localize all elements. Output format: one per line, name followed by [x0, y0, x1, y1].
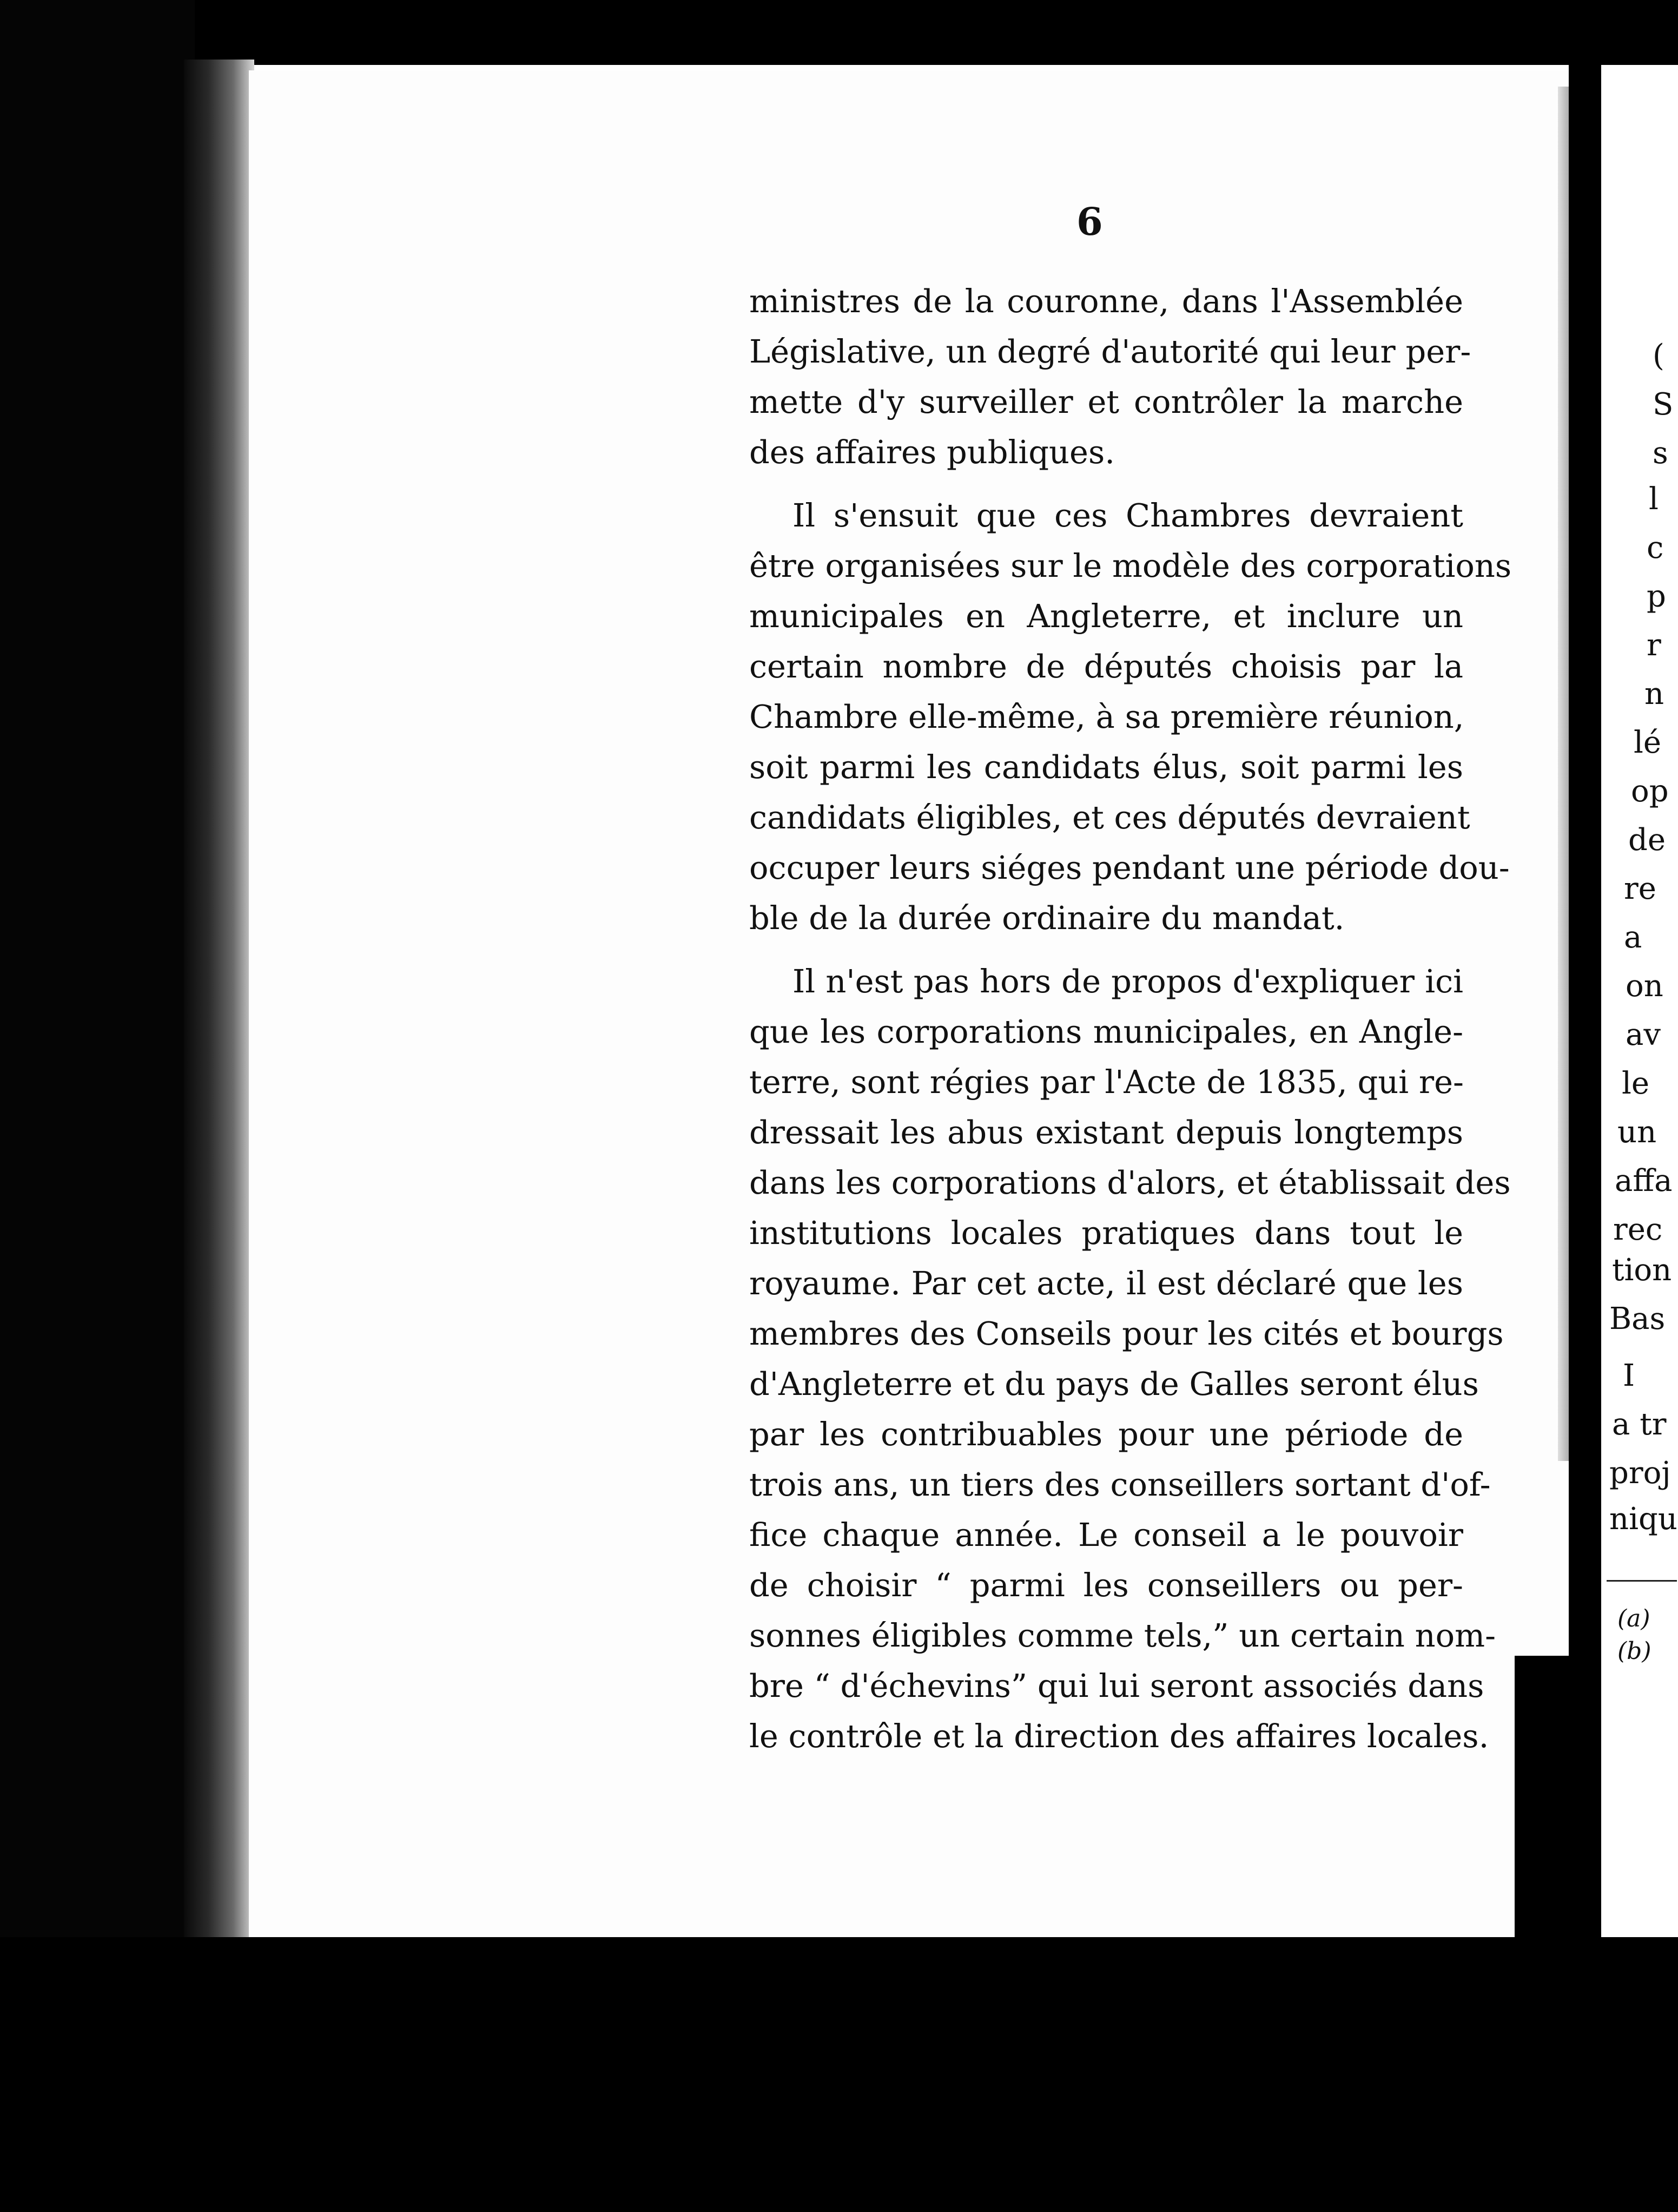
paragraph-3: [749, 956, 1511, 1761]
page-divider: [1569, 65, 1601, 1937]
scan-top-border: [0, 0, 1678, 65]
facing-fragment: le: [1622, 1066, 1650, 1101]
text-line: sonnes éligibles comme tels,” un certain nom-: [749, 1617, 1496, 1654]
text-line: Législative, un degré d'autorité qui leur per-: [749, 333, 1471, 370]
text-line: par les contribuables pour une période de: [749, 1416, 1463, 1453]
text-line: trois ans, un tiers des conseillers sortant d'of-: [749, 1466, 1491, 1503]
facing-fragment: tion: [1612, 1253, 1672, 1288]
facing-fragment: proj: [1609, 1456, 1671, 1491]
text-line: que les corporations municipales, en Angle-: [749, 1013, 1463, 1050]
text-line: Il s'ensuit que ces Chambres devraient: [792, 497, 1463, 534]
book-gutter: [184, 60, 254, 1943]
scan-left-border: [0, 0, 195, 2212]
facing-fragment: l: [1649, 482, 1659, 517]
facing-fragment: c: [1647, 530, 1664, 565]
text-line: fice chaque année. Le conseil a le pouvoir: [749, 1516, 1463, 1553]
facing-fragment: av: [1626, 1017, 1661, 1052]
text-line: candidats éligibles, et ces députés devraient: [749, 799, 1470, 836]
facing-fragment: niqu: [1609, 1502, 1677, 1537]
text-line: Il n'est pas hors de propos d'expliquer ici: [792, 963, 1463, 1000]
text-line: certain nombre de députés choisis par la: [749, 648, 1463, 685]
page-number: 6: [1076, 199, 1103, 244]
text-line: terre, sont régies par l'Acte de 1835, qui re-: [749, 1063, 1464, 1101]
scan-bottom-border: [0, 1937, 1678, 2212]
text-line: soit parmi les candidats élus, soit parmi les: [749, 748, 1463, 786]
text-line: de choisir “ parmi les conseillers ou per-: [749, 1566, 1463, 1604]
facing-fragment: r: [1647, 628, 1661, 663]
text-line: bre “ d'échevins” qui lui seront associés dans: [749, 1667, 1484, 1704]
facing-fragment: I: [1623, 1358, 1635, 1393]
text-line: des affaires publiques.: [749, 433, 1115, 471]
facing-fragment: n: [1644, 676, 1664, 712]
text-line: membres des Conseils pour les cités et bourgs: [749, 1315, 1504, 1352]
text-line: être organisées sur le modèle des corporations: [749, 547, 1512, 584]
facing-fragment: rec: [1613, 1212, 1663, 1247]
facing-fragment: a: [1624, 920, 1642, 955]
facing-fragment: op: [1631, 774, 1669, 809]
facing-fragment: p: [1647, 579, 1666, 614]
text-line: d'Angleterre et du pays de Galles seront élus: [749, 1365, 1479, 1403]
facing-footnote-mark: (b): [1617, 1637, 1651, 1665]
text-line: ministres de la couronne, dans l'Assemblée: [749, 282, 1463, 320]
facing-footnote-mark: (a): [1617, 1605, 1650, 1632]
text-line: occuper leurs siéges pendant une période dou-: [749, 849, 1510, 886]
facing-fragment: s: [1653, 436, 1668, 471]
body-text: [749, 276, 1512, 1761]
text-line: le contrôle et la direction des affaires locales.: [749, 1717, 1489, 1755]
scan-corner-shadow: [1515, 1656, 1569, 1937]
facing-fragment: S: [1653, 387, 1674, 422]
text-line: mette d'y surveiller et contrôler la marche: [749, 383, 1463, 420]
text-line: dressait les abus existant depuis longtemps: [749, 1114, 1463, 1151]
facing-fragment: a tr: [1612, 1407, 1667, 1442]
facing-fragment: de: [1628, 822, 1666, 858]
text-line: ble de la durée ordinaire du mandat.: [749, 899, 1345, 937]
text-line: Chambre elle-même, à sa première réunion,: [749, 698, 1464, 735]
facing-page: [1601, 65, 1678, 1937]
facing-fragment: affa: [1615, 1163, 1673, 1199]
text-line: royaume. Par cet acte, il est déclaré que les: [749, 1265, 1463, 1302]
text-line: institutions locales pratiques dans tout le: [749, 1214, 1463, 1252]
facing-fragment: lé: [1634, 725, 1662, 760]
paragraph-1: [749, 276, 1471, 477]
text-line: municipales en Angleterre, et inclure un: [749, 597, 1463, 635]
facing-fragment: (: [1653, 338, 1664, 373]
footnote-rule: [1607, 1580, 1677, 1582]
text-line: dans les corporations d'alors, et établissait des: [749, 1164, 1511, 1201]
facing-fragment: un: [1617, 1115, 1657, 1150]
facing-fragment: Bas: [1609, 1301, 1666, 1337]
paragraph-2: [749, 490, 1512, 943]
facing-fragment: on: [1626, 969, 1663, 1004]
facing-fragment: re: [1624, 871, 1656, 906]
